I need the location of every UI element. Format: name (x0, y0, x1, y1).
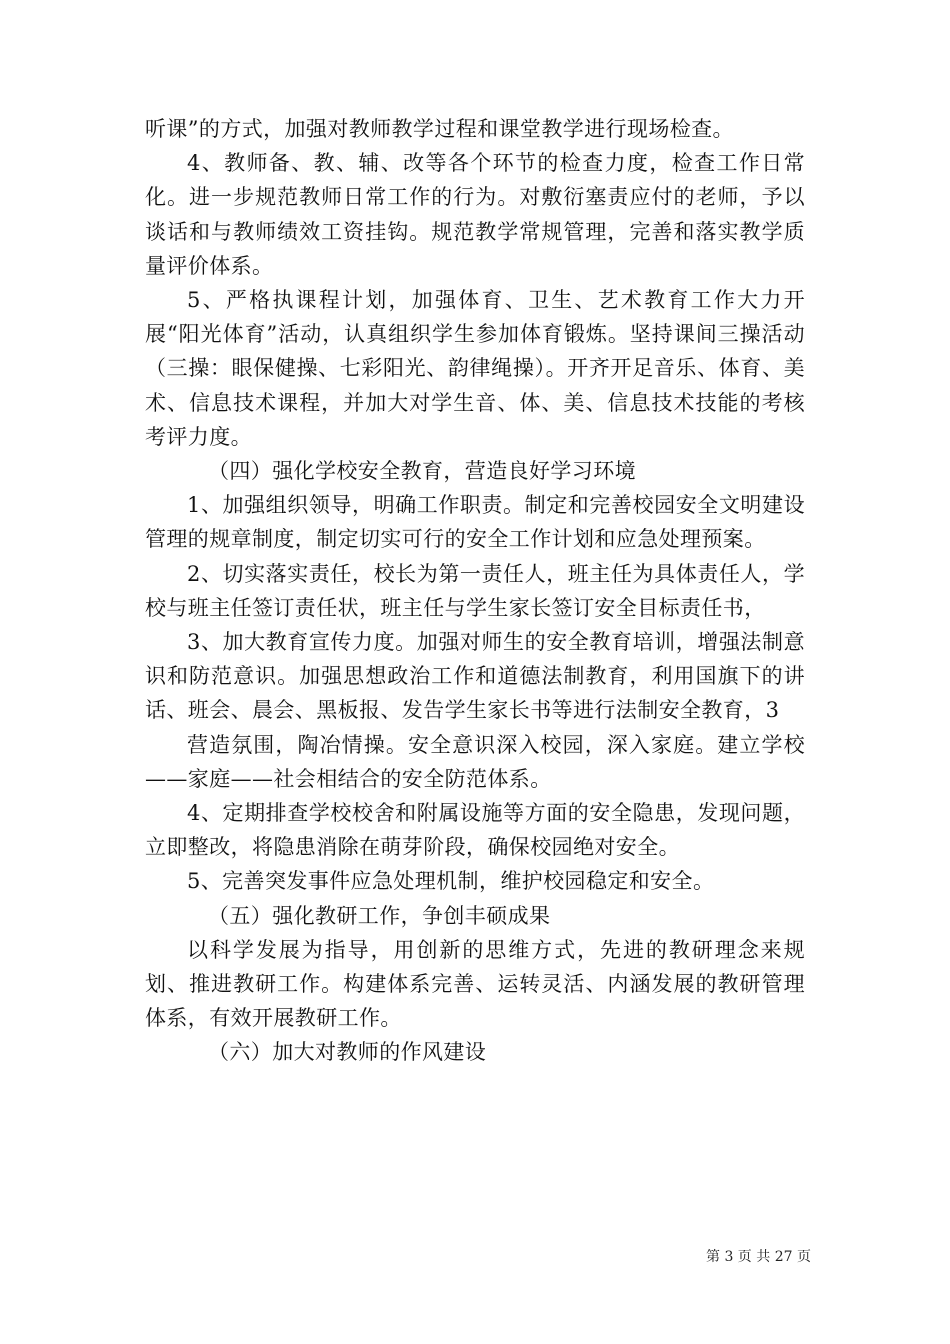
paragraph-safety-4: 4、定期排查学校校舍和附属设施等方面的安全隐患，发现问题，立即整改，将隐患消除在萌芽阶段，确保校园绝对安全。 (145, 801, 805, 860)
paragraph-research: 以科学发展为指导，用创新的思维方式，先进的教研理念来规划、推进教研工作。构建体系完善、运转灵活、内涵发展的教研管理体系，有效开展教研工作。 (145, 937, 805, 1031)
paragraph-continuation: 听课”的方式，加强对教师教学过程和课堂教学进行现场检查。 (145, 117, 734, 141)
paragraph-safety-2: 2、切实落实责任，校长为第一责任人，班主任为具体责任人，学校与班主任签订责任状，班主任与学生家长签订安全目标责任书， (145, 561, 805, 620)
paragraph-item-4: 4、教师备、教、辅、改等各个环节的检查力度，检查工作日常化。进一步规范教师日常工作的行为。对敷衍塞责应付的老师，予以谈话和与教师绩效工资挂钩。规范教学常规管理，完善和落实教学质量评价体系。 (145, 151, 805, 278)
document-body (145, 112, 805, 1070)
paragraph-safety-1: 1、加强组织领导，明确工作职责。制定和完善校园安全文明建设管理的规章制度，制定切实可行的安全工作计划和应急处理预案。 (145, 493, 805, 552)
section-heading-5: （五）强化教研工作，争创丰硕成果 (208, 903, 551, 928)
section-heading-4: （四）强化学校安全教育，营造良好学习环境 (208, 459, 636, 484)
paragraph-item-5: 5、严格执课程计划，加强体育、卫生、艺术教育工作大力开展“阳光体育”活动，认真组织学生参加体育锻炼。坚持课间三操活动（三操：眼保健操、七彩阳光、韵律绳操）。开齐开足音乐、体育、美术、信息技术课程，并加大对学生音、体、美、信息技术技能的考核考评力度。 (145, 288, 805, 449)
section-heading-6: （六）加大对教师的作风建设 (208, 1040, 487, 1065)
paragraph-safety-3-cont: 营造氛围，陶冶情操。安全意识深入校园，深入家庭。建立学校——家庭——社会相结合的安全防范体系。 (145, 732, 805, 791)
paragraph-safety-3: 3、加大教育宣传力度。加强对师生的安全教育培训，增强法制意识和防范意识。加强思想政治工作和道德法制教育，利用国旗下的讲话、班会、晨会、黑板报、发告学生家长书等进行法制安全教育，3 (145, 630, 805, 723)
page-number-footer: 第 3 页 共 27 页 (706, 1249, 811, 1265)
paragraph-safety-5: 5、完善突发事件应急处理机制，维护校园稳定和安全。 (187, 869, 715, 894)
